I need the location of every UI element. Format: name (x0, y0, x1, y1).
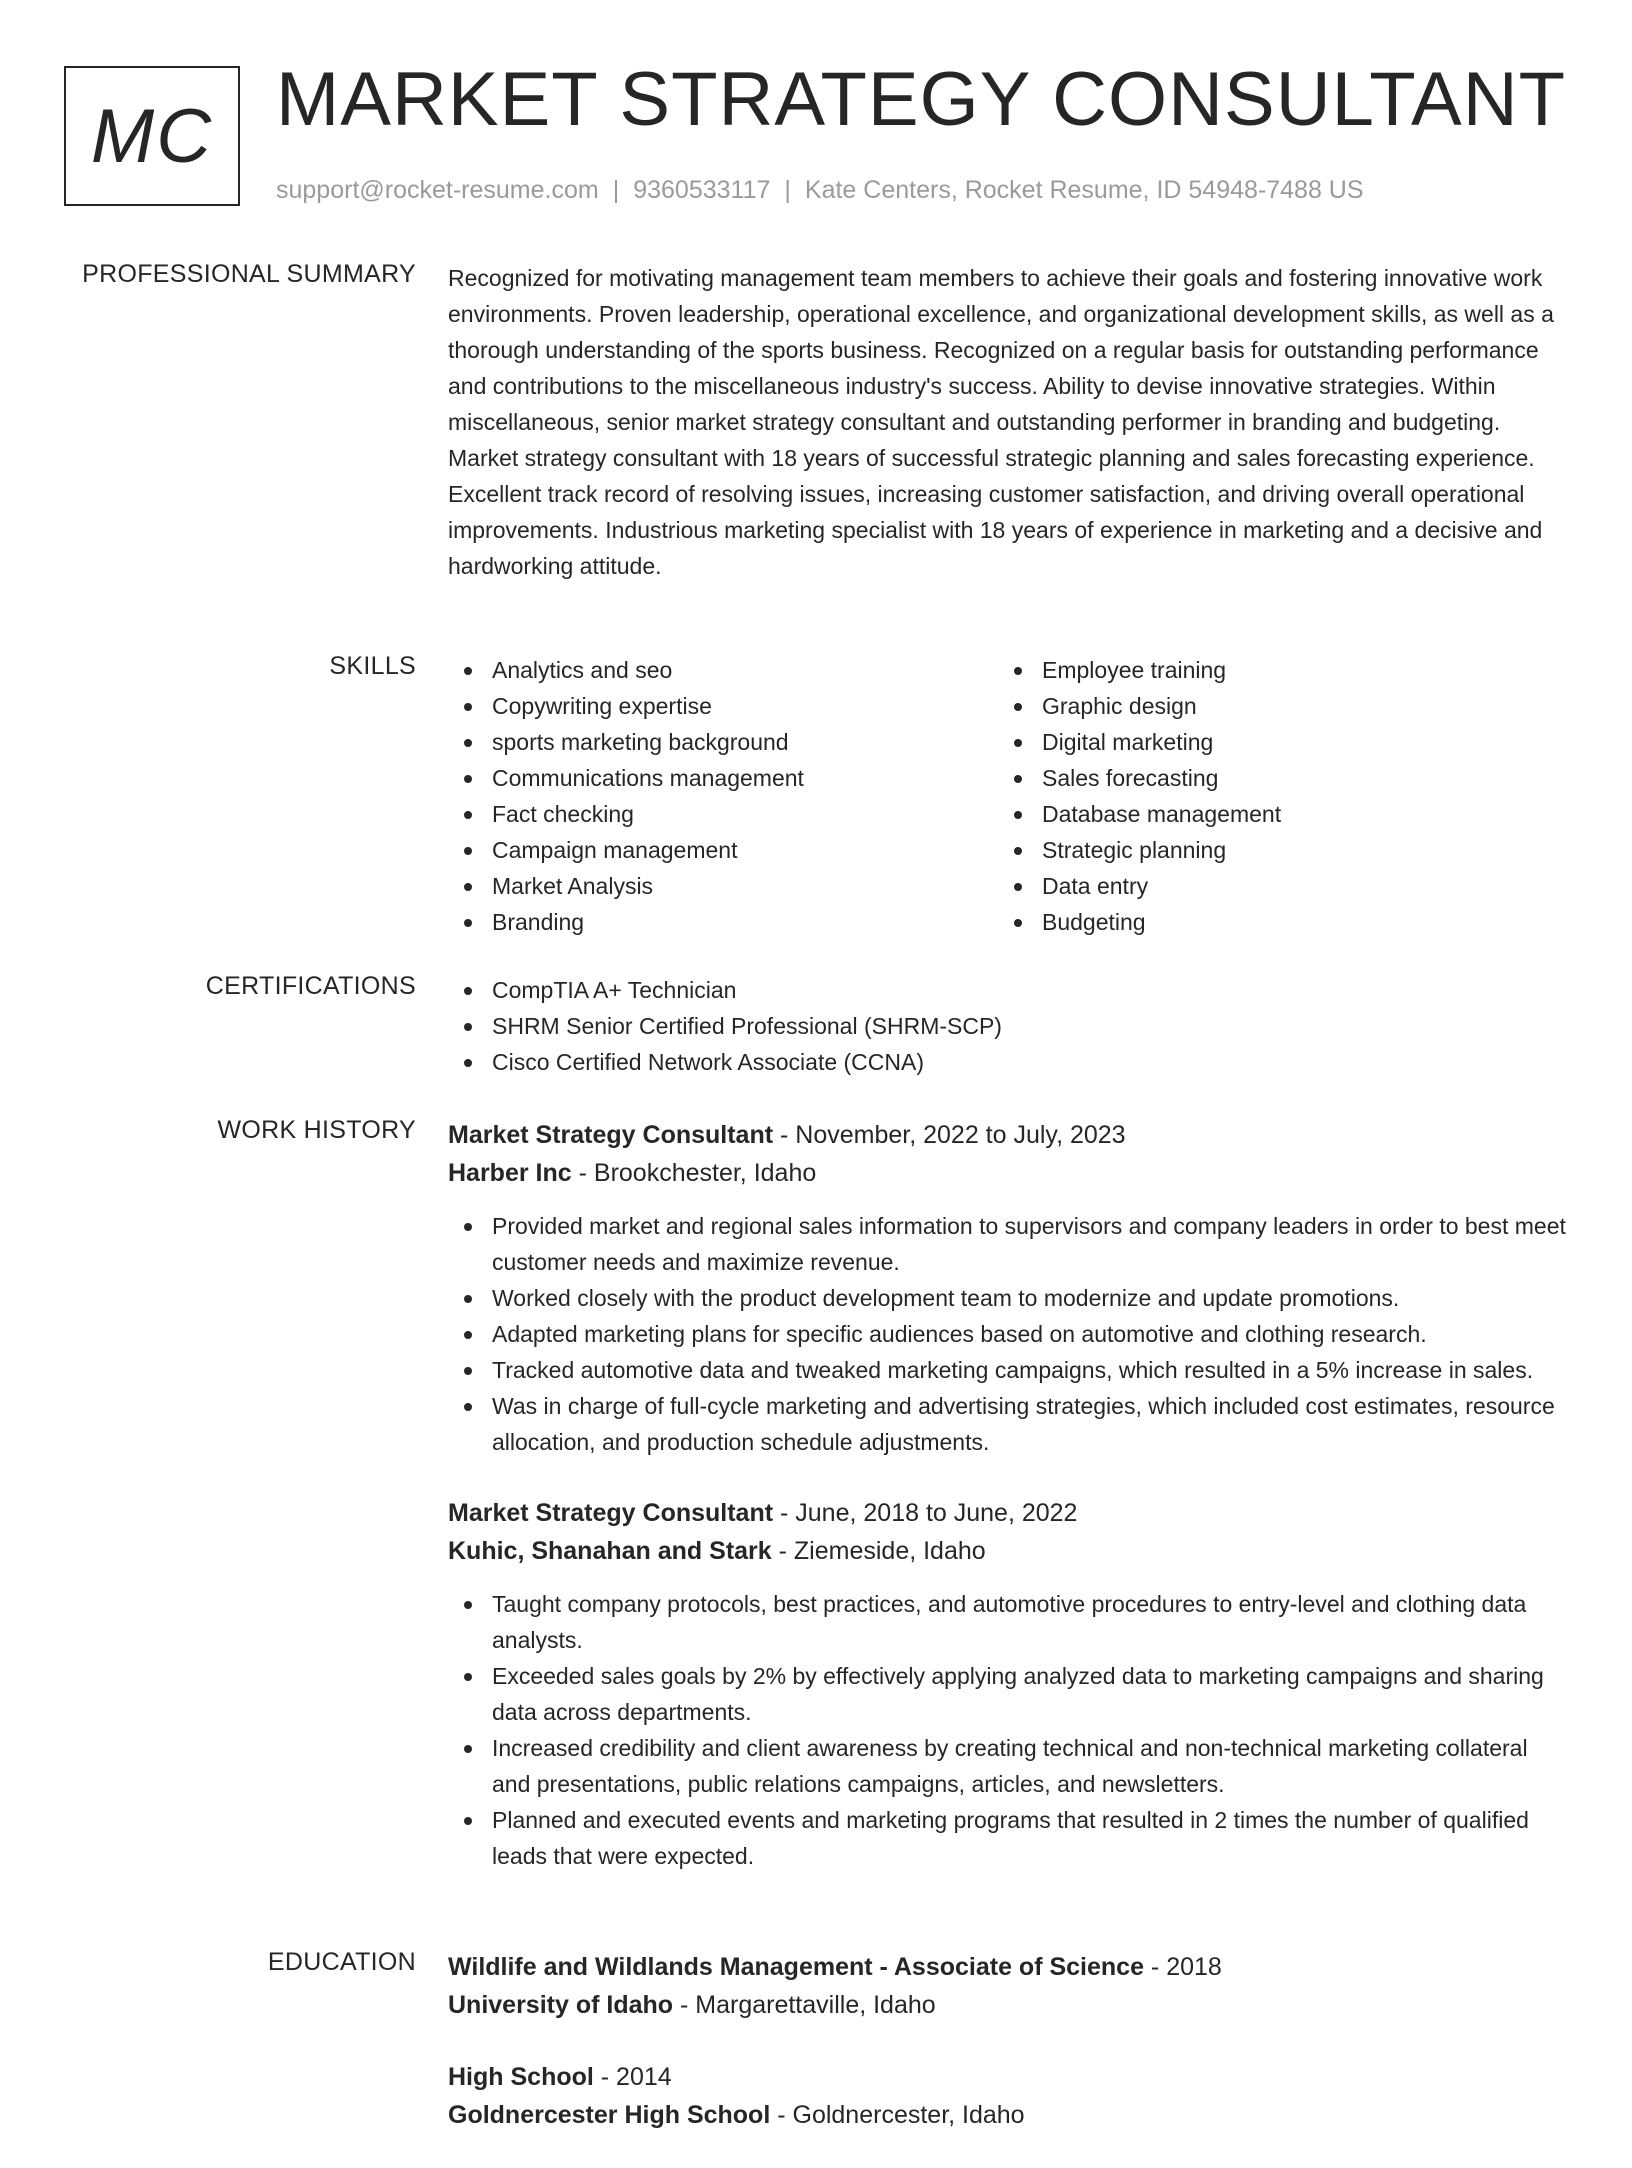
education-year: - 2018 (1143, 1953, 1222, 1981)
job-bullet: Was in charge of full-cycle marketing and advertising strategies, which included cost estimates, resource allocation, and production schedule adjustments. (448, 1388, 1568, 1460)
skill-item: Campaign management (448, 832, 998, 868)
skill-item: Copywriting expertise (448, 688, 998, 724)
education-school: Goldnercester High School (448, 2101, 771, 2129)
summary-text: Recognized for motivating management team members to achieve their goals and fostering innovative work environments. Proven leadership, operational excellence, and organizational development skills, as well as a thorough understanding of the sports business. Recognized on a regular basis for outstanding performance and contributions to the miscellaneous industry's success. Ability to devise innovative strategies. Within miscellaneous, senior market strategy consultant and outstanding performer in branding and budgeting. Market strategy consultant with 18 years of successful strategic planning and sales forecasting experience. Excellent track record of resolving issues, increasing customer satisfaction, and driving overall operational improvements. Industrious marketing specialist with 18 years of experience in marketing and a decisive and hardworking attitude. (448, 265, 1554, 579)
job-bullet: Increased credibility and client awareness by creating technical and non-technical marketing collateral and presentations, public relations campaigns, articles, and newsletters. (448, 1730, 1568, 1802)
contact-phone[interactable]: 9360533117 (633, 176, 771, 204)
education-school: University of Idaho (448, 1991, 674, 2019)
certification-item: CompTIA A+ Technician (448, 972, 1568, 1008)
job-company: Kuhic, Shanahan and Stark (448, 1537, 772, 1565)
skill-item: Strategic planning (998, 832, 1548, 868)
resume-title: MARKET STRATEGY CONSULTANT (276, 57, 1567, 142)
education-year: - 2014 (593, 2063, 672, 2091)
skill-item: Digital marketing (998, 724, 1548, 760)
section-title-work: WORK HISTORY (217, 1116, 416, 1144)
skill-item: Fact checking (448, 796, 998, 832)
job-location: - Ziemeside, Idaho (771, 1537, 986, 1565)
contact-address: Kate Centers, Rocket Resume, ID 54948-7488 US (804, 176, 1364, 204)
job-title: Market Strategy Consultant (448, 1499, 774, 1527)
skills-list-right (998, 652, 1548, 940)
skill-item: Graphic design (998, 688, 1548, 724)
skill-item: Analytics and seo (448, 652, 998, 688)
monogram-box (64, 66, 240, 206)
education-degree: Wildlife and Wildlands Management - Associate of Science (448, 1953, 1144, 1981)
job-company: Harber Inc (448, 1159, 572, 1187)
job-bullet: Taught company protocols, best practices, and automotive procedures to entry-level and clothing data analysts. (448, 1586, 1568, 1658)
certification-item: SHRM Senior Certified Professional (SHRM-SCP) (448, 1008, 1568, 1044)
job-entry (448, 1494, 1568, 1874)
skill-item: Database management (998, 796, 1548, 832)
contact-email[interactable]: support@rocket-resume.com (276, 176, 599, 204)
certification-item: Cisco Certified Network Associate (CCNA) (448, 1044, 1568, 1080)
skill-item: Branding (448, 904, 998, 940)
contact-separator: | (784, 176, 791, 204)
job-dates: - November, 2022 to July, 2023 (773, 1121, 1126, 1149)
section-title-skills: SKILLS (329, 652, 416, 680)
skill-item: Data entry (998, 868, 1548, 904)
monogram-initials: MC (90, 93, 214, 179)
job-bullet: Planned and executed events and marketing programs that resulted in 2 times the number of qualified leads that were expected. (448, 1802, 1568, 1874)
section-title-summary: PROFESSIONAL SUMMARY (82, 260, 416, 288)
job-bullet: Worked closely with the product development team to modernize and update promotions. (448, 1280, 1568, 1316)
section-title-certifications: CERTIFICATIONS (205, 972, 416, 1000)
skill-item: Employee training (998, 652, 1548, 688)
job-bullet: Adapted marketing plans for specific audiences based on automotive and clothing research. (448, 1316, 1568, 1352)
job-bullet: Provided market and regional sales information to supervisors and company leaders in order to best meet customer needs and maximize revenue. (448, 1208, 1568, 1280)
job-entry (448, 1116, 1568, 1460)
contact-line (276, 176, 1364, 205)
job-location: - Brookchester, Idaho (571, 1159, 817, 1187)
skill-item: Communications management (448, 760, 998, 796)
job-title: Market Strategy Consultant (448, 1121, 774, 1149)
job-dates: - June, 2018 to June, 2022 (773, 1499, 1078, 1527)
job-bullets (448, 1208, 1568, 1460)
education-location: - Goldnercester, Idaho (770, 2101, 1025, 2129)
skill-item: Sales forecasting (998, 760, 1548, 796)
skill-item: Market Analysis (448, 868, 998, 904)
skill-item: sports marketing background (448, 724, 998, 760)
certifications-list (448, 972, 1568, 1080)
education-entry (448, 2058, 1568, 2134)
section-title-education: EDUCATION (267, 1948, 416, 1976)
education-entry (448, 1948, 1568, 2024)
education-location: - Margarettaville, Idaho (673, 1991, 936, 2019)
job-bullets (448, 1586, 1568, 1874)
contact-separator: | (612, 176, 620, 204)
job-bullet: Exceeded sales goals by 2% by effectively applying analyzed data to marketing campaigns and sharing data across departments. (448, 1658, 1568, 1730)
skill-item: Budgeting (998, 904, 1548, 940)
skills-list-left (448, 652, 998, 940)
job-bullet: Tracked automotive data and tweaked marketing campaigns, which resulted in a 5% increase in sales. (448, 1352, 1568, 1388)
education-degree: High School (448, 2063, 594, 2091)
